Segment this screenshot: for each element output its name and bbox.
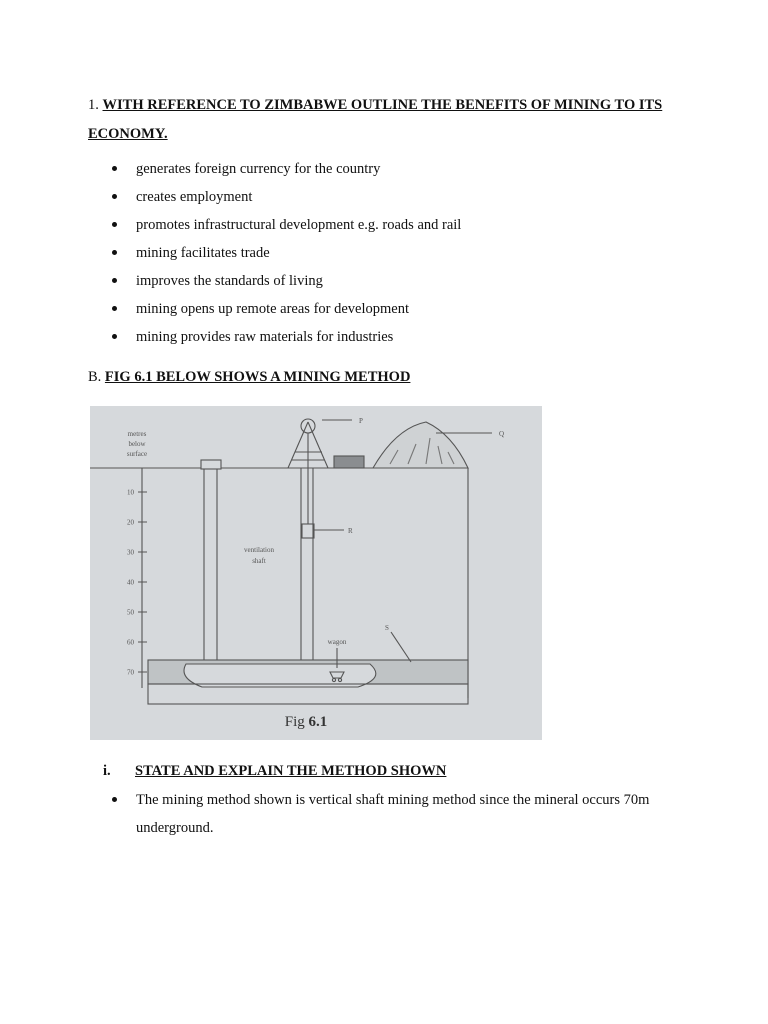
bullet-icon [112,278,117,283]
axis-title: surface [126,450,148,458]
question-b [88,366,410,388]
subquestion-heading: STATE AND EXPLAIN THE METHOD SHOWN [135,763,447,779]
bullet-icon [112,222,117,227]
answer-text: The mining method shown is vertical shaft mining method since the mineral occurs 70m underground. [136,792,650,836]
spoil-heap [373,422,468,468]
list-item: mining provides raw materials for industries [112,324,672,352]
headframe-leg [308,422,328,468]
benefits-list [112,156,672,352]
winding-house [334,456,364,468]
question-number: 1. [88,97,99,113]
ventilation-cap [201,460,221,469]
list-item: mining opens up remote areas for development [112,296,672,324]
cage [302,524,314,538]
depth-tick-label: 60 [127,638,134,647]
label-q: Q [499,430,505,438]
depth-tick-label: 40 [127,578,134,587]
depth-tick-label: 20 [127,518,134,527]
axis-title: metres [127,430,147,438]
bullet-icon [112,194,117,199]
depth-tick-label: 30 [127,548,134,557]
bullet-icon [112,306,117,311]
mining-diagram [90,406,542,740]
ventilation-label: shaft [252,557,266,565]
question-heading: FIG 6.1 BELOW SHOWS A MINING METHOD [104,369,411,385]
label-s: S [385,624,389,632]
answer-item [112,786,684,842]
list-item: promotes infrastructural development e.g. roads and rail [112,212,672,240]
question-1 [88,91,680,149]
question-heading: WITH REFERENCE TO ZIMBABWE OUTLINE THE BENEFITS OF MINING TO ITS ECONOMY. [88,97,663,142]
bullet-icon [112,797,117,802]
mining-diagram-figure [90,406,542,740]
label-p: P [359,417,363,425]
ventilation-label: ventilation [244,546,274,554]
depth-tick-label: 70 [127,668,134,677]
depth-tick-label: 50 [127,608,134,617]
axis-title: below [128,440,146,448]
depth-tick-label: 10 [127,488,134,497]
bullet-icon [112,250,117,255]
list-item: generates foreign currency for the country [112,156,672,184]
subquestion-i [103,760,447,782]
winding-wheel [301,419,315,433]
question-label: B. [88,369,102,385]
wagon-label: wagon [327,638,347,646]
list-item: mining facilitates trade [112,240,672,268]
bullet-icon [112,166,117,171]
list-item: improves the standards of living [112,268,672,296]
subquestion-numeral: i. [103,763,111,779]
label-r: R [348,527,353,535]
figure-caption: Fig 6.1 [284,714,328,730]
headframe-leg [288,422,308,468]
bullet-icon [112,334,117,339]
list-item: creates employment [112,184,672,212]
label-s-leader [391,632,411,662]
